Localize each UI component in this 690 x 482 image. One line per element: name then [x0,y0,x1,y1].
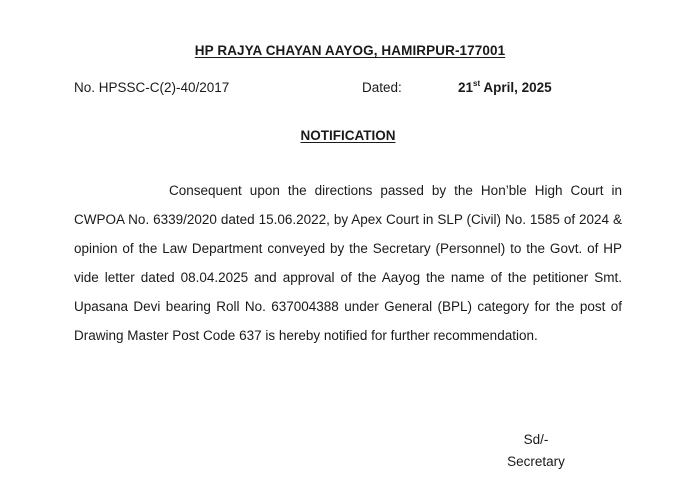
signature-sd: Sd/- [523,432,549,447]
signature-block [490,429,582,473]
reference-row [74,80,634,98]
notification-body: Consequent upon the directions passed by the Hon’ble High Court in CWPOA No. 6339/2020 dated 15.06.2022, by Apex Court in SLP (Civil) No. 1585 of 2024 & opinion of the Law Department conveyed by the Secretary (Personnel) to the Govt. of HP vide letter dated 08.04.2025 and approval of the Aayog the name of the petitioner Smt. Upasana Devi bearing Roll No. 637004388 under General (BPL) category for the post of Drawing Master Post Code 637 is hereby notified for further recommendation. [74,183,622,343]
reference-number: No. HPSSC-C(2)-40/2017 [74,80,230,95]
dated-label: Dated: [362,80,402,95]
signatory-designation: Secretary [507,454,565,469]
date-day: 21 [458,80,474,95]
date-value [458,80,552,95]
notification-title: NOTIFICATION [300,128,396,143]
office-heading: HP RAJYA CHAYAN AAYOG, HAMIRPUR-177001 [194,43,506,58]
date-ordinal-suffix: st [473,79,481,88]
date-month-year: April, 2025 [480,80,552,95]
